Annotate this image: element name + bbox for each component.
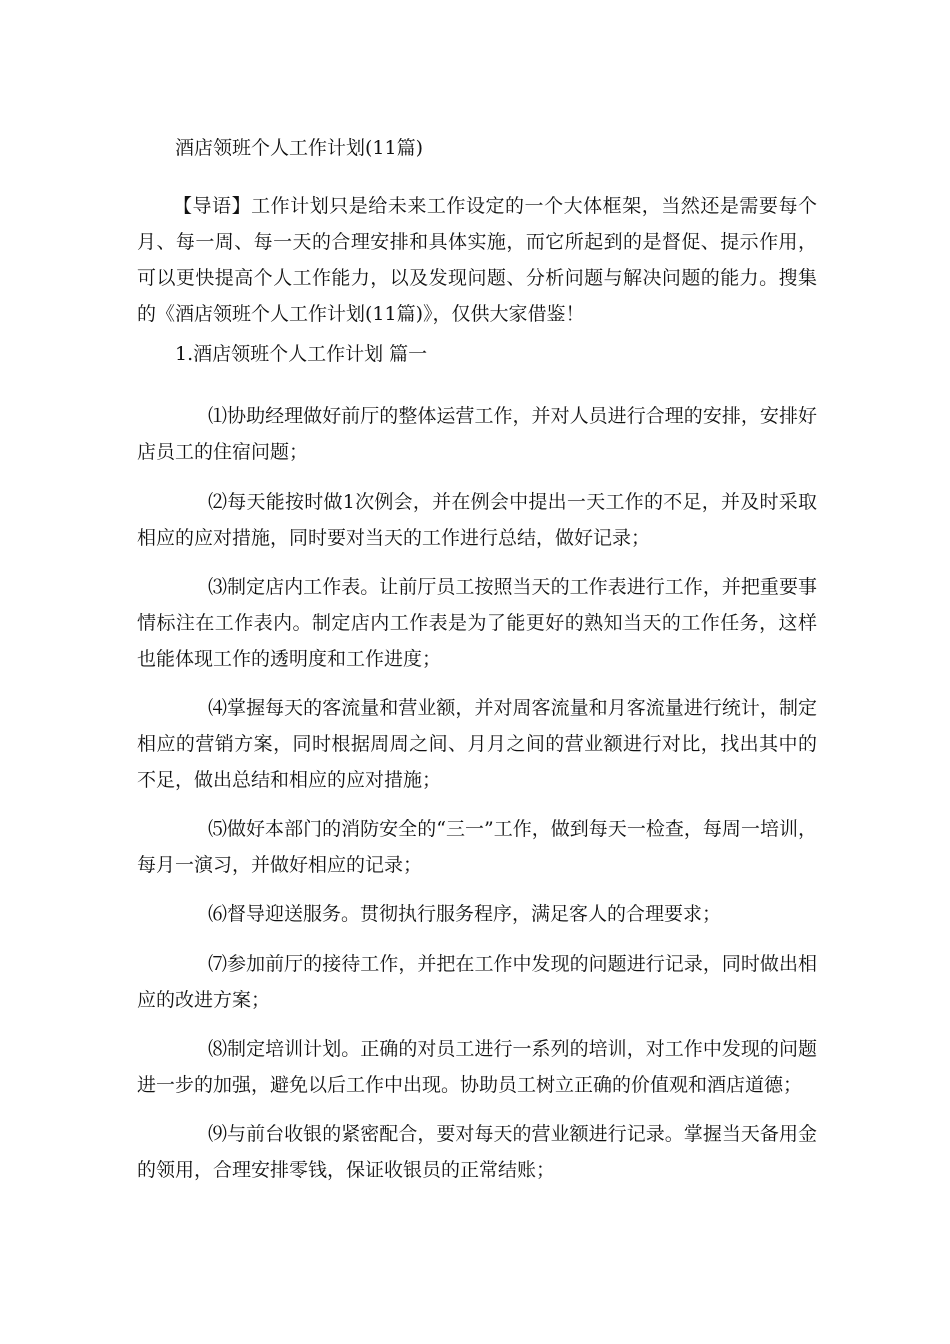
list-item: ⑴协助经理做好前厅的整体运营工作，并对人员进行合理的安排，安排好店员工的住宿问题；: [137, 405, 817, 463]
section-heading: 1.酒店领班个人工作计划 篇一: [175, 343, 428, 365]
list-item: ⑸做好本部门的消防安全的“三一”工作，做到每天一检查，每周一培训，每月一演习，并做好相应的记录；: [137, 818, 817, 876]
list-item: ⑻制定培训计划。正确的对员工进行一系列的培训，对工作中发现的问题进一步的加强，避免以后工作中出现。协助员工树立正确的价值观和酒店道德；: [137, 1038, 817, 1096]
list-item: ⑶制定店内工作表。让前厅员工按照当天的工作表进行工作，并把重要事情标注在工作表内。制定店内工作表是为了能更好的熟知当天的工作任务，这样也能体现工作的透明度和工作进度；: [137, 576, 817, 670]
list-item: ⑵每天能按时做1次例会，并在例会中提出一天工作的不足，并及时采取相应的应对措施，同时要对当天的工作进行总结，做好记录；: [137, 491, 817, 549]
list-item: ⑼与前台收银的紧密配合，要对每天的营业额进行记录。掌握当天备用金的领用，合理安排零钱，保证收银员的正常结账；: [137, 1123, 817, 1181]
document-title: 酒店领班个人工作计划(11篇): [175, 137, 424, 159]
list-item: ⑷掌握每天的客流量和营业额，并对周客流量和月客流量进行统计，制定相应的营销方案，同时根据周周之间、月月之间的营业额进行对比，找出其中的不足，做出总结和相应的应对措施；: [137, 697, 817, 791]
list-item: ⑺参加前厅的接待工作，并把在工作中发现的问题进行记录，同时做出相应的改进方案；: [137, 953, 817, 1011]
list-item: ⑹督导迎送服务。贯彻执行服务程序，满足客人的合理要求；: [208, 903, 722, 925]
intro-paragraph: 【导语】工作计划只是给未来工作设定的一个大体框架，当然还是需要每个月、每一周、每一天的合理安排和具体实施，而它所起到的是督促、提示作用，可以更快提高个人工作能力，以及发现问题、分析问题与解决问题的能力。搜集的《酒店领班个人工作计划(11篇)》，仅供大家借鉴！: [137, 195, 817, 325]
